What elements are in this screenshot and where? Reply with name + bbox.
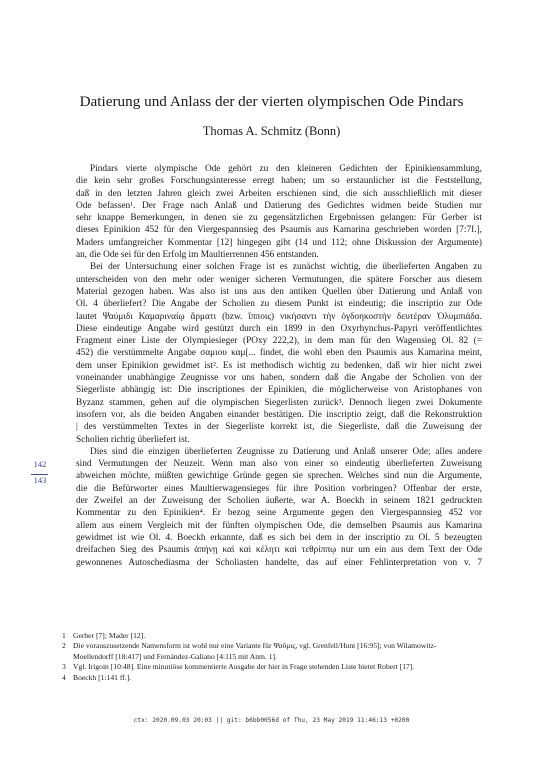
text-line: unterscheiden von den mehr oder weniger sicheren Vermutungen, die spätere Forscher aus diesem [76, 274, 482, 285]
text-line: dem unser Epinikion gewidmet ist². Es ist methodisch wichtig zu bedenken, daß wir hier nicht zwei [76, 360, 482, 371]
text-line: der Zweifel an der Zuweisung der Scholien äußerte, war A. Boeckh in seinem 1821 gedruckten [76, 496, 482, 507]
author-line: Thomas A. Schmitz (Bonn) [202, 124, 341, 138]
text-line: an, die Ode sei für den Erfolg im Maultierrennen 456 entstanden. [76, 250, 319, 261]
text-line: die die Befürworter eines Maultierwagensieges für ihre Position vorbringen? Offenbar der erste, [76, 483, 482, 494]
text-line: die kein sehr großes Forschungsinteresse erregt haben; um so erstaunlicher ist die Feststellung, [76, 176, 482, 187]
text-line: Byzanz stammen, gehen auf die olympischen Siegerlisten zurück³. Dennoch liegen zwei Dokumente [76, 397, 482, 408]
text-line: Kommentar zu den Epinikien⁴. Er bezog seine Argumente gegen den Viergespannsieg 452 vor [76, 508, 482, 519]
body-text [62, 163, 482, 569]
footnote-line: Vgl. Irigoin [10:48]. Eine minutiöse kommentierte Ausgabe der hier in Frage stehenden Liste bietet Robert [17]. [73, 662, 415, 672]
text-line: Scholien richtig überliefert ist. [76, 434, 190, 445]
text-line: Siegerliste abhängig ist: Die inscriptiones der Epinikien, die möglicherweise von Aristophanes von [76, 385, 482, 396]
text-line: Fragment einer Liste der Olympiesieger (POxy 222,2), in dem man für den Wagensieg Ol. 82 (= [76, 336, 482, 347]
footnote-number: 1 [62, 631, 66, 640]
footnote-text [73, 631, 482, 641]
footnote-text [73, 662, 482, 672]
paper-title: Datierung und Anlass der der vierten olympischen Ode Pindars [79, 93, 464, 110]
footnote-text [73, 641, 482, 662]
footnote-line: Boeckh [1:141 ff.]. [73, 672, 132, 682]
text-line: Material gezogen haben. Was also ist uns aus den antiken Quellen über Datierung und Anlaß von [76, 286, 482, 297]
text-line: dieses Epinikion 452 für den Viergespannsieg des Psaumis aus Kamarina geschrieben worden [7:7f.], [76, 225, 482, 236]
footnote-number: 4 [62, 672, 66, 682]
text-line: | des verstümmelten Textes in der Siegerliste korrekt ist, die Siegerliste, daß die Zuweisung der [76, 422, 482, 433]
paragraph-2 [62, 261, 482, 445]
text-line: abweichen möchte, müßten gewichtige Gründe gegen sie sprechen. Welches sind nun die Argumente, [76, 471, 482, 482]
margin-page-number-top: 142 [33, 459, 47, 469]
footnotes [62, 631, 482, 683]
text-line: Diese eindeutige Angabe wird gestützt durch ein 1899 in den Oxyrhynchus-Papyri veröffentlichtes [76, 323, 482, 334]
text-line: gewonnenes Autoschediasma der Scholiasten handelte, das auf einer Fehlinterpretation von v. 7 [76, 557, 482, 568]
footnote-line: Die vorauszusetzende Namensform ist wohl nur eine Variante für Ψαῦμις, vgl. Grenfell/Hunt [16:95]; von Wilamowitz- [73, 641, 437, 651]
text-line: sehr knappe Bemerkungen, in denen sie zu gegensätzlichen Ergebnissen gelangen: Für Gerber ist [76, 213, 482, 224]
footnote-number: 2 [62, 641, 66, 651]
text-line: Maders umfangreicher Kommentar [12] hingegen gibt (14 und 112; ohne Diskussion der Argumente) [76, 237, 482, 248]
text-line: Dies sind die einzigen überlieferten Zeugnisse zu Datierung und Anlaß unserer Ode; alles andere [90, 446, 482, 457]
text-line: lautet Ψαύμιδι Καμαριναίῳ ἅρματι (bzw. ἵπποις) νικήσαντι τὴν ὀγδοηκοστὴν δευτέραν Ὀλυμπιάδα. [76, 311, 482, 322]
paragraph-3 [62, 446, 482, 569]
text-line: allem aus einem Vergleich mit der fünften olympischen Ode, die demselben Psaumis aus Kamarina [76, 520, 482, 531]
footnote [62, 673, 482, 683]
footnote [62, 662, 482, 672]
footnote [62, 631, 482, 641]
text-line: gewidmet ist wie Ol. 4. Boeckh erkannte, daß es sich bei dem in der inscriptio zu Ol. 5 bezeugten [76, 532, 482, 543]
footnote-text [73, 673, 482, 683]
text-line: Pindars vierte olympische Ode gehört zu den kleineren Gedichten der Epinikiensammlung, [90, 164, 482, 174]
text-line: Ode befassen¹. Der Frage nach Anlaß und Datierung des Gedichtes widmen beide Studien nur [76, 200, 482, 211]
text-line: Bei der Untersuchung einer solchen Frage ist es zunächst wichtig, die überlieferten Angaben zu [90, 262, 482, 273]
text-line: dreifachen Sieg des Psaumis ἀπήνῃ καὶ καὶ κέλητι καὶ τεθρίππῳ nur um ein aus dem Text der Ode [76, 545, 482, 556]
text-line: daß in den letzten Jahren gleich zwei Arbeiten erschienen sind, die sich ausschließlich mit dieser [76, 188, 482, 199]
margin-page-number-bottom: 143 [33, 475, 47, 485]
footnote-number: 3 [62, 662, 66, 672]
text-line: Ol. 4 überliefert? Die Angabe der Scholien zu diesem Punkt ist eindeutig; die inscriptio zur Ode [76, 299, 482, 310]
footnote [62, 641, 482, 662]
text-line: 452) die verstümmelte Angabe σαμιου καμ[... findet, die wohl eben den Psaumis aus Kamarina meint, [76, 348, 482, 359]
text-line: insofern vor, als die beiden Angaben einander bestätigen. Die inscriptio zeigt, daß die Rekonstruktion [76, 409, 482, 420]
footnote-line: Moellendorff [18:417] und Fernández-Galiano [4:115 mit Anm. 1]. [73, 651, 277, 661]
paragraph-1 [62, 163, 482, 261]
text-line: voneinander unabhängige Zeugnisse vor uns haben, sondern daß die Angabe der Scholien von der [76, 373, 482, 384]
footnote-line: Gerber [7]; Mader [12]. [73, 631, 146, 640]
build-info-footer: ctx: 2020.09.03 20:03 || git: b6bb0056d of Thu, 23 May 2019 11:46:13 +0200 [133, 717, 410, 724]
text-line: sind Vermutungen der Neuzeit. Wenn man also von einer so eindeutig überlieferten Zuweisung [76, 459, 482, 470]
